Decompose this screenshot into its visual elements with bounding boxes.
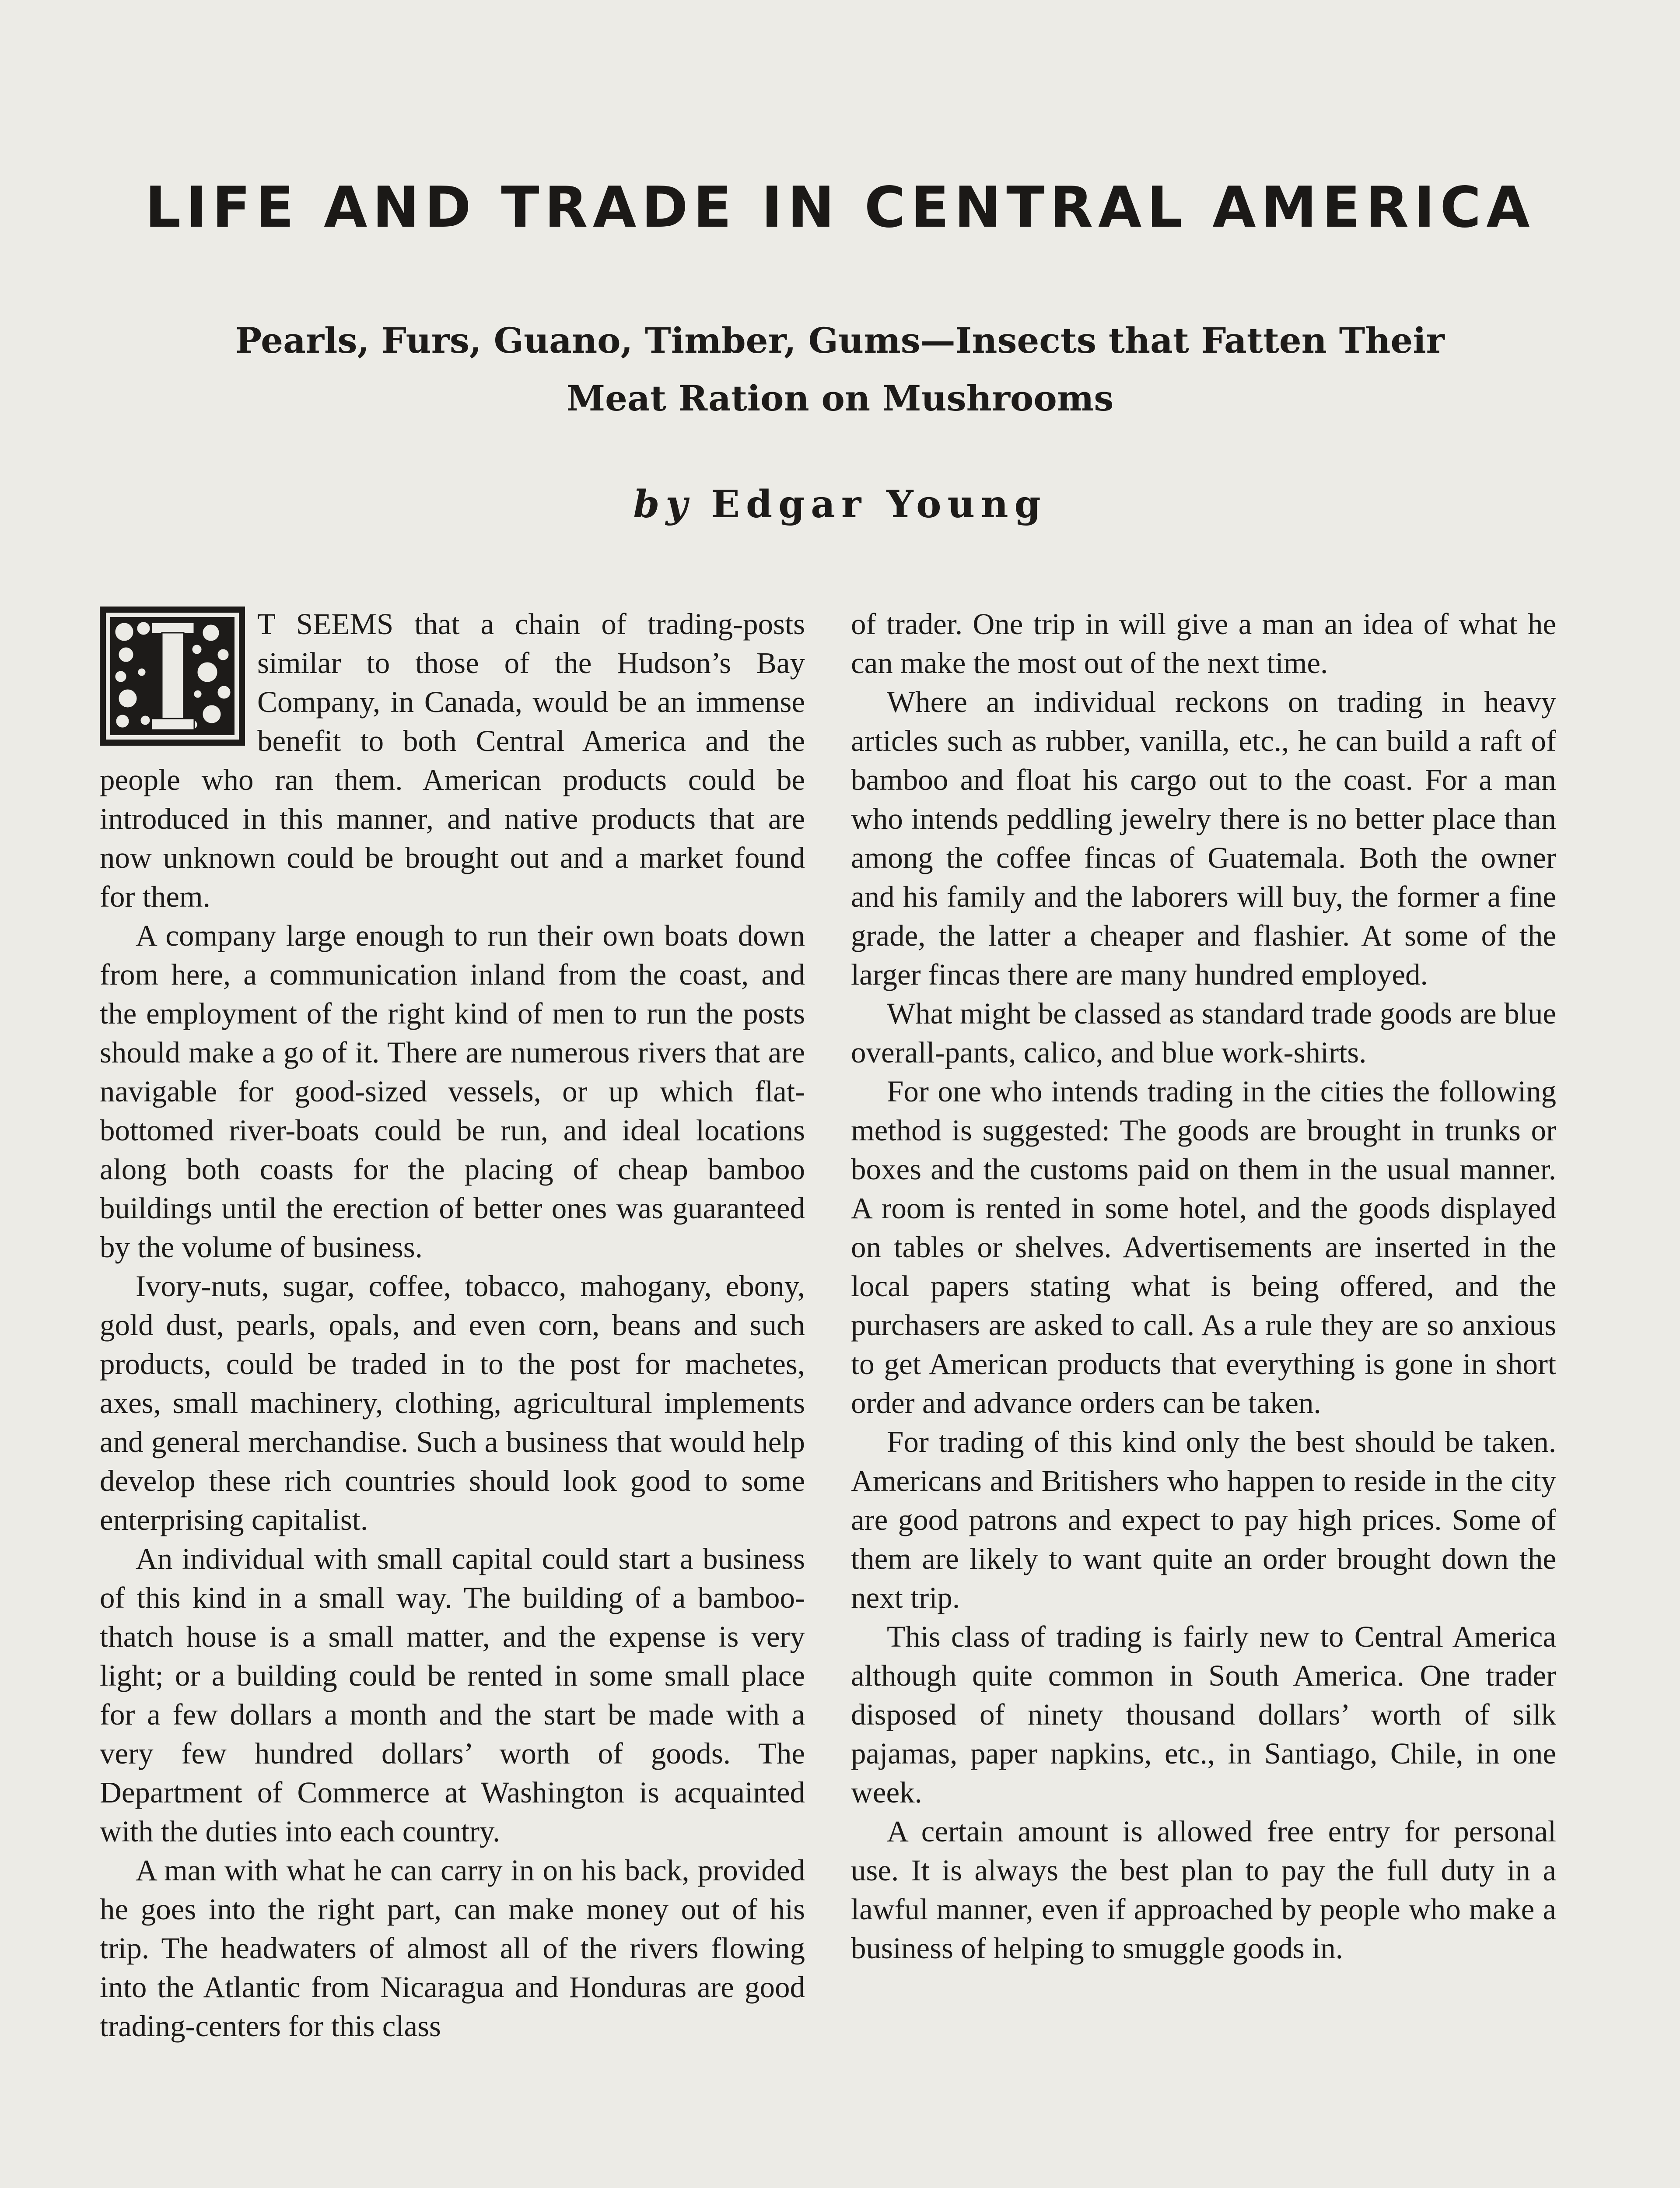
byline-prefix: by	[633, 482, 694, 526]
author-name: Edgar Young	[711, 482, 1047, 526]
right-column	[851, 605, 1556, 1968]
article-subtitle: Pearls, Furs, Guano, Timber, Gums—Insects that Fatten Their Meat Ration on Mushrooms	[235, 320, 1445, 419]
paragraph: A man with what he can carry in on his back, provided he goes into the right part, can make money out of his trip. The headwaters of almost all of the rivers flowing into the Atlantic from Nicaragua and Honduras are good trading-centers for this class	[100, 1854, 805, 2043]
paragraph: This class of trading is fairly new to Central America although quite common in South America. One trader disposed of ninety thousand dollars’ worth of silk pajamas, paper napkins, etc., in Santiago, Chile, in one week.	[851, 1620, 1556, 1809]
paragraph: Where an individual reckons on trading in heavy articles such as rubber, vanilla, etc., he can build a raft of bamboo and float his cargo out to the coast. For a man who intends peddling jewelry there is no better place than among the coffee fincas of Guatemala. Both the owner and his family and the laborers will buy, the former a fine grade, the latter a cheaper and flashier. At some of the larger fincas there are many hundred employed.	[851, 685, 1556, 991]
paragraph: An individual with small capital could start a business of this kind in a small way. The building of a bamboo-thatch house is a small matter, and the expense is very light; or a building could be rented in some small place for a few dollars a month and the start be made with a very few hundred dollars’ worth of goods. The Department of Commerce at Washington is acquainted with the duties into each country.	[100, 1542, 805, 1848]
paragraph: A certain amount is allowed free entry for personal use. It is always the best plan to pay the full duty in a lawful manner, even if approached by people who make a business of helping to smuggle goods in.	[851, 1815, 1556, 1965]
paragraph: For trading of this kind only the best should be taken. Americans and Britishers who happen to reside in the city are good patrons and expect to pay high prices. Some of them are likely to want quite an order brought down the next trip.	[851, 1425, 1556, 1614]
paragraph: of trader. One trip in will give a man an idea of what he can make the most out of the next time.	[851, 607, 1556, 680]
paragraph: Ivory-nuts, sugar, coffee, tobacco, mahogany, ebony, gold dust, pearls, opals, and even corn, beans and such products, could be traded in to the post for machetes, axes, small machinery, clothing, agricultural implements and general merchandise. Such a business that would help develop these rich countries should look good to some enterprising capitalist.	[100, 1269, 805, 1536]
byline	[0, 482, 1680, 526]
article-title: LIFE AND TRADE IN CENTRAL AMERICA	[145, 175, 1535, 240]
paragraph: T SEEMS that a chain of trading-posts similar to those of the Hudson’s Bay Company, in Canada, would be an immense benefit to both Central America and the people who ran them. American products could be introduced in this manner, and native products that are now unknown could be brought out and a market found for them.	[100, 607, 805, 913]
paragraph: A company large enough to run their own boats down from here, a communication inland from the coast, and the employment of the right kind of men to run the posts should make a go of it. There are numerous rivers that are navigable for good-sized vessels, or up which flat-bottomed river-boats could be run, and ideal locations along both coasts for the placing of cheap bamboo buildings until the erection of better ones was guaranteed by the volume of business.	[100, 919, 805, 1264]
left-column	[100, 605, 805, 2046]
paragraph: For one who intends trading in the cities the following method is suggested: The goods are brought in trunks or boxes and the customs paid on them in the usual manner. A room is rented in some hotel, and the goods displayed on tables or shelves. Advertisements are inserted in the local papers stating what is being offered, and the purchasers are asked to call. As a rule they are so anxious to get American products that everything is gone in short order and advance orders can be taken.	[851, 1075, 1556, 1420]
drop-cap-ornament-icon	[100, 607, 245, 746]
paragraph: What might be classed as standard trade goods are blue overall-pants, calico, and blue work-shirts.	[851, 997, 1556, 1069]
